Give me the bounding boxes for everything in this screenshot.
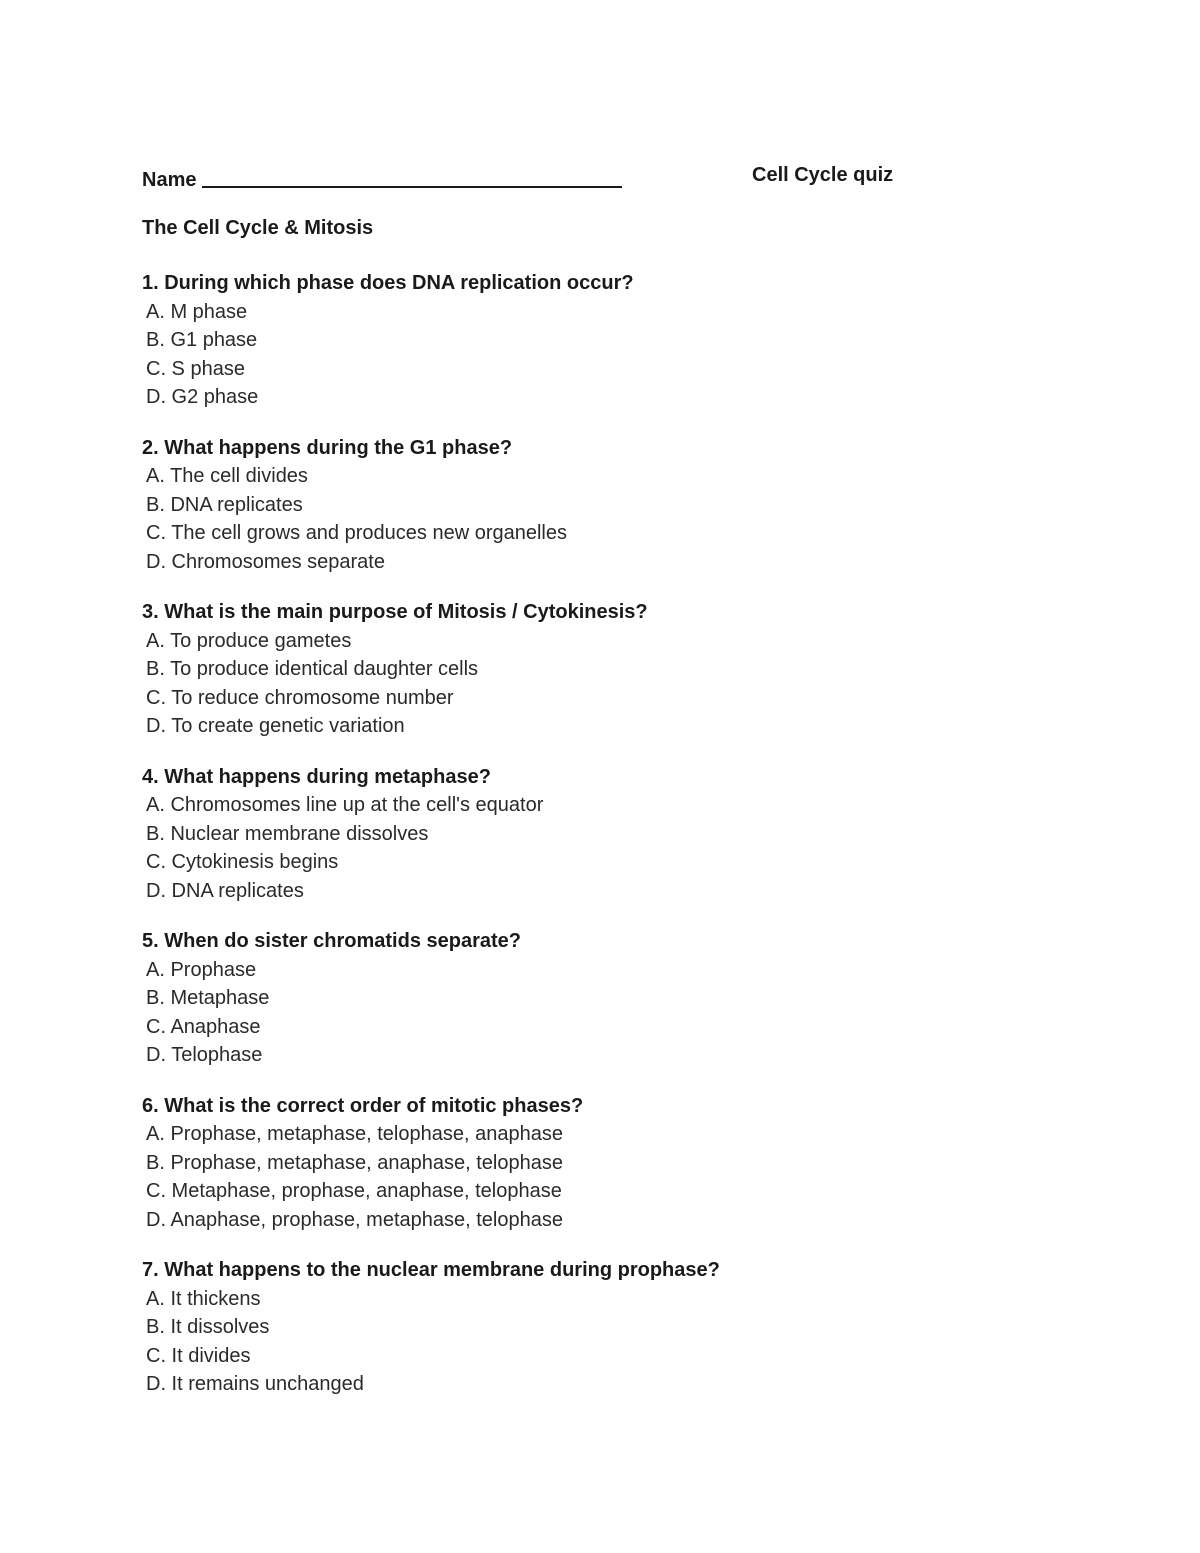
option-b: B. Nuclear membrane dissolves — [146, 822, 429, 845]
question-1 — [142, 269, 1042, 412]
name-label: Name — [142, 169, 197, 191]
option-a: A. M phase — [146, 300, 248, 323]
option-c: C. Metaphase, prophase, anaphase, telophase — [146, 1180, 562, 1202]
question-6 — [142, 1092, 1042, 1235]
option-b: B. Metaphase — [146, 987, 270, 1009]
question-5 — [142, 927, 1042, 1070]
option-d: D. Chromosomes separate — [146, 550, 385, 573]
question-text: 4. What happens during metaphase? — [142, 765, 491, 788]
option-c: C. The cell grows and produces new organelles — [146, 522, 567, 544]
question-7 — [142, 1256, 1042, 1399]
question-text: 7. What happens to the nuclear membrane during prophase? — [142, 1259, 720, 1281]
option-a: A. The cell divides — [146, 465, 308, 487]
quiz-title: Cell Cycle quiz — [752, 164, 894, 186]
option-d: D. G2 phase — [146, 386, 259, 408]
question-text: 1. During which phase does DNA replication occur? — [142, 272, 634, 294]
name-blank-line[interactable] — [202, 166, 622, 188]
option-b: B. DNA replicates — [146, 493, 303, 516]
option-c: C. S phase — [146, 357, 245, 380]
question-text: 3. What is the main purpose of Mitosis / Cytokinesis? — [142, 601, 648, 623]
option-d: D. Telophase — [146, 1044, 263, 1066]
option-b: B. G1 phase — [146, 329, 258, 351]
option-a: A. Prophase — [146, 958, 257, 981]
option-d: D. To create genetic variation — [146, 715, 405, 737]
question-text: 6. What is the correct order of mitotic phases? — [142, 1094, 584, 1117]
option-c: C. Anaphase — [146, 1015, 261, 1038]
option-b: B. Prophase, metaphase, anaphase, telophase — [146, 1151, 563, 1174]
option-c: C. Cytokinesis begins — [146, 851, 339, 873]
option-a: A. It thickens — [146, 1287, 261, 1310]
question-2 — [142, 434, 1042, 577]
question-4 — [142, 763, 1042, 906]
option-d: D. It remains unchanged — [146, 1373, 364, 1395]
question-list — [142, 269, 1042, 1421]
option-d: D. Anaphase, prophase, metaphase, telophase — [146, 1208, 563, 1231]
header-row — [142, 164, 942, 194]
name-field — [142, 164, 622, 192]
option-a: A. Chromosomes line up at the cell's equator — [146, 794, 544, 816]
option-a: A. Prophase, metaphase, telophase, anaphase — [146, 1123, 563, 1145]
question-text: 5. When do sister chromatids separate? — [142, 930, 521, 952]
question-3 — [142, 598, 1042, 741]
option-d: D. DNA replicates — [146, 879, 304, 902]
option-b: B. To produce identical daughter cells — [146, 658, 479, 680]
section-title: The Cell Cycle & Mitosis — [142, 217, 374, 239]
option-a: A. To produce gametes — [146, 629, 352, 652]
option-b: B. It dissolves — [146, 1316, 270, 1338]
option-c: C. To reduce chromosome number — [146, 686, 454, 709]
option-c: C. It divides — [146, 1344, 251, 1367]
question-text: 2. What happens during the G1 phase? — [142, 436, 513, 459]
